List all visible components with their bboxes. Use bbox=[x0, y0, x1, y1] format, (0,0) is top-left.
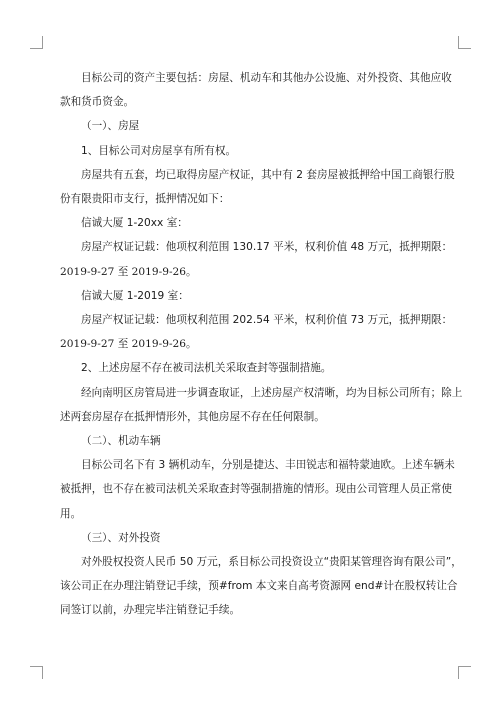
margin-mark-bottom-left bbox=[30, 666, 43, 679]
section-heading: （三）、对外投资 bbox=[81, 531, 161, 544]
document-body bbox=[60, 66, 463, 623]
text-line: 2019-9-27 至 2019-9-26。 bbox=[60, 338, 197, 351]
text-line: 2019-9-27 至 2019-9-26。 bbox=[60, 265, 197, 278]
section-heading: （一）、房屋 bbox=[81, 120, 140, 133]
section-heading: （二）、机动车辆 bbox=[81, 435, 161, 448]
text-line: 述两套房屋存在抵押情形外，其他房屋不存在任何限制。 bbox=[60, 410, 325, 423]
text-line: 目标公司名下有 3 辆机动车，分别是捷达、丰田锐志和福特蒙迪欧。上述车辆未 bbox=[81, 459, 455, 472]
text-line: 对外股权投资人民币 50 万元，系目标公司投资设立“贵阳某管理咨询有限公司”， bbox=[81, 556, 462, 569]
text-line: 房屋产权证记载：他项权利范围 202.54 平米，权利价值 73 万元，抵押期限： bbox=[81, 314, 453, 327]
text-line: 信诚大厦 1-2019 室： bbox=[81, 289, 189, 302]
text-line: 款和货币资金。 bbox=[60, 96, 135, 109]
margin-mark-bottom-right bbox=[458, 666, 471, 679]
text-line: 1、目标公司对房屋享有所有权。 bbox=[81, 144, 237, 157]
margin-mark-top-left bbox=[30, 36, 43, 49]
text-line: 信诚大厦 1-20xx 室： bbox=[81, 217, 188, 230]
text-line: 房屋产权证记载：他项权利范围 130.17 平米，权利价值 48 万元，抵押期限： bbox=[81, 241, 453, 254]
text-line: 2、上述房屋不存在被司法机关采取查封等强制措施。 bbox=[81, 362, 332, 375]
text-line: 被抵押，也不存在被司法机关采取查封等强制措施的情形。现由公司管理人员正常使 bbox=[60, 483, 452, 496]
text-line: 目标公司的资产主要包括：房屋、机动车和其他办公设施、对外投资、其他应收 bbox=[81, 72, 452, 84]
text-line: 用。 bbox=[60, 507, 82, 520]
text-line: 份有限贵阳市支行，抵押情况如下： bbox=[60, 193, 230, 206]
margin-mark-top-right bbox=[458, 36, 471, 49]
text-line: 该公司正在办理注销登记手续，预#from 本文来自高考资源网 end#计在股权转让合 bbox=[60, 580, 458, 593]
text-line: 经向南明区房管局进一步调查取证，上述房屋产权清晰，均为目标公司所有；除上 bbox=[81, 386, 463, 399]
text-line: 同签订以前，办理完毕注销登记手续。 bbox=[60, 604, 241, 617]
text-line: 房屋共有五套，均已取得房屋产权证，其中有 2 套房屋被抵押给中国工商银行股 bbox=[81, 168, 455, 181]
